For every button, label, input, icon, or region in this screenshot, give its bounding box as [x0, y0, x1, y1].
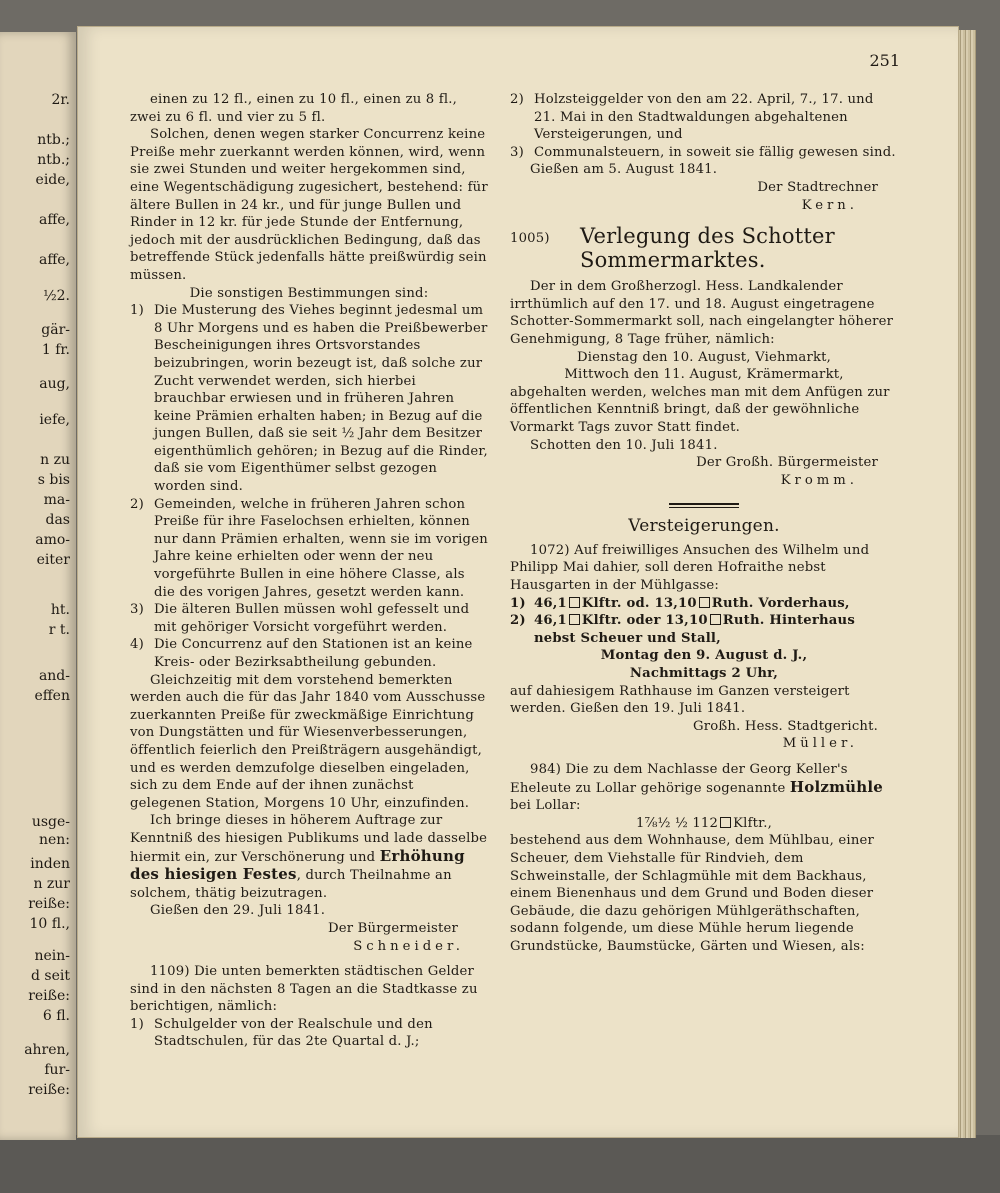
market-line: Mittwoch den 11. August, Krämermarkt,	[564, 367, 844, 383]
previous-page-text-fragment: 6 fl.	[42, 1008, 70, 1024]
emphasis: Holzmühle	[789, 777, 884, 796]
previous-page-text-fragment: reiße:	[28, 1082, 70, 1098]
previous-page-text-fragment: nein-	[34, 948, 70, 964]
book-page	[78, 27, 958, 1137]
previous-page-text-fragment: ht.	[50, 602, 70, 618]
list-item: 1) Die Musterung des Viehes beginnt jedesmal um 8 Uhr Morgens und es haben die Preißbewerber Bescheinigungen ihres Ortsvorstandes beizubringen, worin bezeugt ist, daß solche zur Zucht verwendet werden, sich hierbei brauchbar erwiesen und in früheren Jahren keine Prämien erhalten haben; in Bezug auf die jungen Bullen, daß sie seit ½ Jahr dem Besitzer eigenthümlich gehören; in Bezug auf die Rinder, daß sie vom Eigenthümer selbst gezogen worden sind.	[130, 303, 488, 495]
previous-page-text-fragment: ahren,	[24, 1042, 70, 1058]
previous-page-text-fragment: ma-	[43, 492, 70, 508]
previous-page-text-fragment: affe,	[38, 252, 70, 268]
date-line: Gießen am 5. August 1841.	[530, 162, 718, 178]
previous-page-text-fragment: 2r.	[51, 92, 70, 108]
list-item: 2) Holzsteiggelder von den am 22. April, 7., 17. und 21. Mai in den Stadtwaldungen abgehaltenen Versteigerungen, und	[510, 92, 874, 143]
market-line: Dienstag den 10. August, Viehmarkt,	[576, 349, 832, 365]
square-symbol	[720, 817, 731, 828]
previous-page-text-fragment: n zur	[33, 876, 70, 892]
paragraph: Die sonstigen Bestimmungen sind:	[189, 285, 429, 301]
previous-page-text-fragment: effen	[34, 688, 70, 704]
previous-page-text-fragment: reiße:	[28, 896, 70, 912]
section-title: Versteigerungen.	[628, 516, 780, 537]
auction-time: Nachmittags 2 Uhr,	[629, 666, 779, 682]
previous-page-text-fragment: 10 fl.,	[29, 916, 70, 932]
previous-page-text-fragment: n zu	[40, 452, 70, 468]
emphasis: Erhöhung des hiesigen Festes	[130, 846, 465, 884]
right-column	[510, 91, 898, 956]
square-symbol	[569, 597, 580, 608]
measure-line: 1⅞½ ½ 112 Klftr.,	[636, 815, 772, 831]
paragraph: bestehend aus dem Wohnhause, dem Mühlbau, einer Scheuer, dem Viehstalle für Rindvieh, dem Schweinstalle, der Schlagmühle mit dem Backhaus, einem Bienenhaus und dem Grund und Boden dieser Gebäude, die dazu gehörigen Mühlgeräthschaften, sodann folgende, um diese Mühle herum liegende Grundstücke, Baumstücke, Gärten und Wiesen, als:	[510, 833, 875, 954]
paragraph: Gleichzeitig mit dem vorstehend bemerkten werden auch die für das Jahr 1840 vom Ausschusse zuerkannten Preiße für zweckmäßige Einrichtung von Dungstätten und für Wiesenverbesserungen, öffentlich feierlich den Preißträgern ausgehändigt, und es werden demzufolge dieselben eingeladen, sich zu dem Ende auf der ihnen zunächst gelegenen Station, Morgens 10 Uhr, einzufinden.	[130, 672, 486, 811]
square-symbol	[569, 614, 580, 625]
signature-name: Schneider.	[353, 938, 464, 954]
previous-page-text-fragment: ntb.;	[37, 132, 70, 148]
previous-page-text-fragment: r t.	[48, 622, 70, 638]
auction-date: Montag den 9. August d. J.,	[600, 648, 808, 664]
previous-page-text-fragment: 1 fr.	[41, 342, 70, 358]
backdrop	[0, 1135, 1000, 1193]
list-item: 3) Communalsteuern, in soweit sie fällig gewesen sind.	[510, 144, 896, 160]
previous-page-edge	[0, 32, 76, 1140]
signature-name: Kern.	[801, 197, 858, 213]
signature-name: Kromm.	[780, 472, 858, 488]
section-divider	[669, 503, 739, 508]
paragraph: Solchen, denen wegen starker Concurrenz keine Preiße mehr zuerkannt werden können, wird, wenn sie zwei Stunden und weiter hergekommen sind, eine Wegentschädigung zugesichert, bestehend: für ältere Bullen in 24 kr., und für junge Bullen und Rinder in 12 kr. für jede Stunde der Entfernung, jedoch mit der ausdrücklichen Bedingung, daß das betreffende Stück jedenfalls hätte preißwürdig sein müssen.	[130, 127, 488, 283]
previous-page-text-fragment: eiter	[36, 552, 70, 568]
previous-page-text-fragment: and-	[38, 668, 70, 684]
signature-title: Großh. Hess. Stadtgericht.	[693, 718, 878, 734]
page-number: 251	[869, 51, 900, 70]
previous-page-text-fragment: nen:	[38, 832, 70, 848]
paragraph: Ich bringe dieses in höherem Auftrage zur Kenntniß des hiesigen Publikums und lade dasselbe hiermit ein, zur Verschönerung und Erhöhung des hiesigen Festes, durch Theilnahme an solchem, thätig beizutragen.	[130, 813, 488, 901]
square-symbol	[699, 597, 710, 608]
paragraph: Der in dem Großherzogl. Hess. Landkalender irrthümlich auf den 17. und 18. August eingetragene Schotter-Sommermarkt soll, nach eingelangter höherer Genehmigung, 8 Tage früher, nämlich:	[510, 279, 894, 347]
previous-page-text-fragment: affe,	[38, 212, 70, 228]
previous-page-text-fragment: ntb.;	[37, 152, 70, 168]
paragraph: 1109) Die unten bemerkten städtischen Gelder sind in den nächsten 8 Tagen an die Stadtkasse zu berichtigen, nämlich:	[130, 964, 478, 1015]
paragraph: 984) Die zu dem Nachlasse der Georg Keller's Eheleute zu Lollar gehörige sogenannte Holzmühle bei Lollar:	[510, 762, 884, 814]
previous-page-text-fragment: eide,	[35, 172, 70, 188]
paragraph: einen zu 12 fl., einen zu 10 fl., einen zu 8 fl., zwei zu 6 fl. und vier zu 5 fl.	[130, 92, 458, 125]
lot-item: 1) 46,1 Klftr. od. 13,10 Ruth. Vorderhaus,	[510, 595, 850, 611]
square-symbol	[710, 614, 721, 625]
previous-page-text-fragment: das	[45, 512, 70, 528]
signature-name: Müller.	[782, 736, 858, 752]
signature-title: Der Stadtrechner	[757, 179, 878, 195]
list-item: 4) Die Concurrenz auf den Stationen ist an keine Kreis- oder Bezirksabtheilung gebunden.	[130, 637, 473, 670]
left-column	[130, 91, 488, 1051]
previous-page-text-fragment: fur-	[44, 1062, 70, 1078]
previous-page-text-fragment: reiße:	[28, 988, 70, 1004]
previous-page-text-fragment: d seit	[31, 968, 70, 984]
date-line: Gießen den 29. Juli 1841.	[150, 903, 326, 919]
lot-item: 2) 46,1 Klftr. oder 13,10 Ruth. Hinterhaus nebst Scheuer und Stall,	[510, 613, 855, 646]
list-item: 3) Die älteren Bullen müssen wohl gefesselt und mit gehöriger Vorsicht vorgeführt werden.	[130, 602, 470, 635]
previous-page-text-fragment: s bis	[37, 472, 70, 488]
previous-page-text-fragment: inden	[30, 856, 70, 872]
paragraph: 1072) Auf freiwilliges Ansuchen des Wilhelm und Philipp Mai dahier, soll deren Hofraithe nebst Hausgarten in der Mühlgasse:	[510, 542, 870, 594]
previous-page-text-fragment: gär-	[41, 322, 70, 338]
previous-page-text-fragment: ½2.	[43, 288, 70, 304]
previous-page-text-fragment: usge-	[31, 814, 70, 830]
page-stack-edge	[958, 30, 976, 1138]
list-item: 2) Gemeinden, welche in früheren Jahren schon Preiße für ihre Faselochsen erhielten, können nur dann Prämien erhalten, wenn sie im vorigen Jahre keine erhielten oder wenn der neu vorgeführte Bullen in eine höhere Classe, als die des vorigen Jahres, gesetzt werden kann.	[130, 496, 488, 600]
previous-page-text-fragment: amo-	[35, 532, 70, 548]
notice-heading: 1005) Verlegung des Schotter Sommermarktes.	[510, 224, 835, 273]
previous-page-text-fragment: aug,	[39, 376, 70, 392]
signature-title: Der Großh. Bürgermeister	[696, 455, 878, 471]
date-line: Schotten den 10. Juli 1841.	[530, 437, 718, 453]
signature-title: Der Bürgermeister	[327, 920, 458, 936]
list-item: 1) Schulgelder von der Realschule und den Stadtschulen, für das 2te Quartal d. J.;	[130, 1016, 433, 1050]
previous-page-text-fragment: iefe,	[39, 412, 70, 428]
paragraph: abgehalten werden, welches man mit dem Anfügen zur öffentlichen Kenntniß bringt, daß der gewöhnliche Vormarkt Tags zuvor Statt findet.	[510, 384, 890, 435]
paragraph: auf dahiesigem Rathhause im Ganzen versteigert werden. Gießen den 19. Juli 1841.	[510, 683, 850, 717]
